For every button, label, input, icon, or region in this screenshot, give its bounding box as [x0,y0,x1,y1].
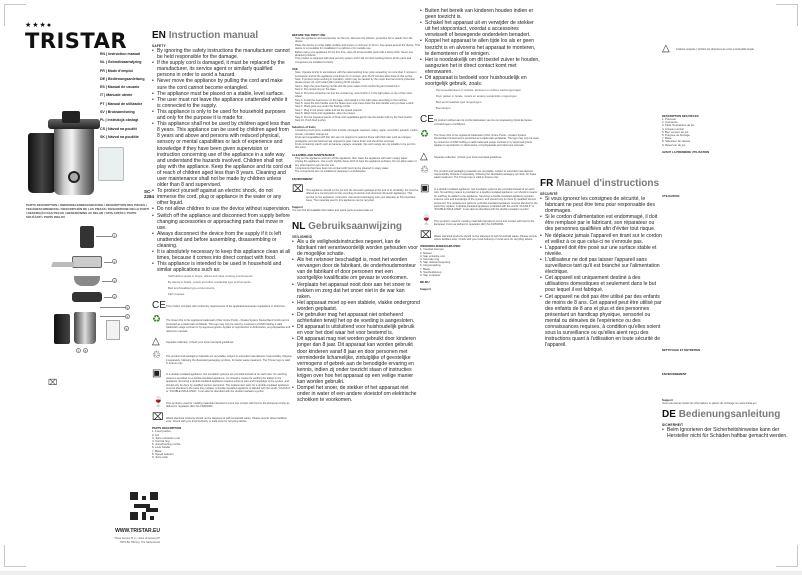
double-insulation-icon: ▣ [420,182,430,194]
ce-mark-icon: CE [152,300,166,312]
lid-part [72,256,102,268]
use-step: Step 6. Place juice cup under the flowing nozzle. [295,105,351,109]
part-item: 1. Poussoir [662,117,676,121]
section-title-text: Instruction manual [168,30,259,41]
safety-list [292,239,420,404]
weee-bin-icon: ⌧ [292,183,304,195]
food-contact-icon: 🍷 [420,214,433,226]
safety-item: • Dit apparaat is uitsluitend voor huishoudelijk gebruik en voor het doel waar het voor bestemd is. [292,324,420,336]
safety-heading: SÉCURITÉ [540,192,558,196]
safety-heading: SICHERHEIT [662,423,684,428]
language-item: ES | Manual de usuario [100,85,140,90]
ring-part [72,292,102,302]
language-item: PL | Instrukcja obsługi [100,118,139,123]
speed-knob-shape [68,171,80,183]
cleaning-heading: NETTOYAGE ET ENTRETIEN [662,347,701,352]
crop-mark [776,4,798,26]
fruit-item: Containing much juice, suitable fruits include: pineapple, beetroot, celery, apple, cucumber, spinach, melon, tomato, mandarin orange etc. [295,129,419,136]
language-item: CS | Návod na použití [100,126,137,131]
use-steps-list [292,71,420,122]
part-item: 5. Juice/frosting nozzle [152,442,181,447]
symbol-row [292,185,420,203]
symbol-row [420,216,540,227]
symbol-row [420,231,540,242]
fruits-list [292,129,420,149]
symbol-row [152,337,292,347]
instruction-item: This product is equipped with dual security system and it will not start working before all the parts and component are installed correctly. [295,57,412,64]
use-step: Step 8. Wash fruits and vegetables, slice into pieces. [295,112,356,116]
base-part [74,312,96,344]
part-item: 9. Réservoir de jus [662,142,686,147]
environment-heading: MILIEU [420,280,430,285]
leader-line [96,236,112,237]
juicer-body-shape [54,125,94,195]
instruction-item: Take the appliance and accessories out the box. Remove the stickers, protective foil or plastic from the device. [295,37,413,44]
part-label: 7 [77,349,80,353]
safety-item: • Always disconnect the device from the supply if it is left unattended and before assembling, disassembling or cleaning. [152,231,292,249]
symbol-row [152,369,292,393]
safety-item: • Do not allow children to use the device without supervision. [152,206,292,212]
part-item: 4. Centrale ring [420,256,440,261]
section-title-text: Manuel d'instructions [556,178,660,189]
leader-line [102,281,112,282]
part-label: 6 [126,315,129,319]
support-heading: Support [662,397,673,402]
crop-mark [776,545,798,567]
fr-section-continued [662,40,792,439]
safety-item: • Het is noodzakelijk om dit toestel zuiver te houden, aangezien het in direct contact komt met etenswaren. [420,57,540,75]
language-item: FR | Mode d'emploi [100,68,133,73]
page-bottom-edge [0,571,802,575]
food-pusher-shape [62,111,80,123]
symbol-row [152,301,292,311]
part-item: 2. Deksel [420,250,432,255]
parts-heading: DESCRIPTION DES PIÈCES [662,114,699,118]
part-item: 3. Filtre d'extraction de jus [662,123,695,128]
applications-list [152,273,292,297]
safety-item: • Als u de veiligheidsinstructies negeert, kan de fabrikant niet verantwoordelijk worden gehouden voor de mogelijke schade. [292,239,420,257]
brand-logo [25,22,127,52]
application-item: Boerderijen. [436,106,452,111]
part-label: 9 [125,327,128,331]
part-item: 7. Base [152,448,162,453]
use-step: Step 7. Plug in the power cable and set the speed selector. [295,108,363,112]
safety-item: • Si le cordon d'alimentation est endommagé, il doit être remplacé par le fabricant, son réparateur ou des personnes qualifiées afin d'éviter tout risque. [540,214,662,232]
section-title-text: Gebruiksaanwijzing [308,220,403,232]
weee-bin-icon: ⌧ [152,411,164,423]
en-use-section [292,33,420,403]
model-number: SC-2284 [144,189,155,199]
symbol-text: Waste electrical products should not be disposed of with household waste. Please recycle where facilities exist. Check with your local Authority or local store for recycling advice. [166,416,287,423]
use-step: Step 3. Put juice extraction net into the central ring, and confirm it in the right place on top of the motor wheel. [295,91,413,99]
safety-item: • The user must not leave the appliance unattended while it is connected to the supply. [152,97,292,109]
symbol-row [420,166,540,180]
ce-mark-icon: CE [420,114,434,126]
safety-item: • This appliance shall not be used by children aged less than 8 years. This appliance can be used by children aged from 8 years and above and persons with reduced physical, sensory or mental capabilities or lack of experience and knowledge if they have been given supervision or instruction concerning use of the appliance in a safe way and understand the hazards involved. Children shall not play with the appliance. Keep the appliance and its cord out of reach of children aged less than 8 years. Cleaning and user maintenance shall not be made by children unless older than 8 and supervised. [152,121,292,188]
weee-bin-icon: ⌧ [420,229,432,241]
leader-line [104,262,112,263]
symbol-text: This symbol is used for marking materials intended to come into contact with food in the European Union as defined in regulation (EC) No 1935/2004. [434,219,535,227]
instruction-item: Before using your appliance for the first time, wipe off all removable parts with a damp cloth. Never use abrasive products. [295,50,413,58]
symbol-text: This symbol is used for marking materials intended to come into contact with food in the European Union as defined in regulation (EC) No 1935/2004. [166,401,290,409]
triman-icon: ♲ [420,164,429,176]
parts-list [420,248,540,277]
part-item: 4. Anneau central [662,126,684,131]
part-item: 3. Juice extraction unit [152,435,180,440]
symbol-text: This product complies with conformity requirements of the applicable European regulations or directives. [166,305,286,309]
part-item: 1. Food pusher [152,429,171,434]
symbol-text: Dit product voldoet aan de conformiteitseisen van de van toepassing zijnde Europese verordeningen of richtlijnen. [434,119,532,126]
use-step: Step 1. Align the juice flowing nozzle with the juice outlet of the central ring and install them. [295,84,401,88]
address-line: 5015 BH Tilburg | The Netherlands [120,540,160,544]
fruit-item: Fruits containing starch such as banana, papaya, avocado, figs and mango are not suitable to be put into this juicer. [295,142,416,150]
before-first-use-heading: BEFORE THE FIRST USE [292,33,326,37]
safety-item: • Never move the appliance by pulling the cord and make sure the cord cannot become entangled. [152,78,292,90]
safety-item: • The appliance must be placed on a stable, level surface. [152,91,292,97]
symbol-text: Collecte séparée | Vérifiez les directives de votre municipalité locale. [676,48,755,51]
safety-item: • Cet appareil ne doit pas être utilisé par des enfants de moins de 8 ans. Cet appareil peut être utilisé par des enfants de 8 ans et plus et des personnes présentant un handicap physique, sensoriel ou mental ou dénuées de l'expérience ou des connaissances requises, à condition qu'elles soient sous la surveillance ou qu'elles aient reçu des instructions quant à l'utilisation en toute sécurité de l'appareil. [540,294,662,349]
nl-section-continued [420,8,540,291]
language-item: DE | Bedienungsanleitung [100,76,145,81]
safety-item: • Si vous ignorez les consignes de sécurité, le fabricant ne peut être tenu pour responsable des dommages. [540,196,662,214]
separate-collection-icon: △ [662,43,670,54]
symbol-text: The Green Dot is the registered trademark of Der Grüne Punkt – Duales System Deutschland GmbH and is protected as a trademark worldwide. The logo may only be used by customers of DSD holding a valid trademark usage contract or by approved grants. Applies to reproduction in dictionaries, encyclopaedias and reference manuals. [434,134,539,148]
application-item: Bed and breakfast type environments. [168,286,216,291]
safety-item: • This appliance is only to be used for household purposes and only for the purpose it is made for. [152,109,292,121]
parts-caption: PARTS DESCRIPTION / ONDERDELENBESCHRIJVING / DESCRIPTION DES PIÈCES / TEILEBESCHREIBUNG / DESCRIPCIÓN DE LAS PIEZAS / DESCRIZIONE DELLE PARTI / DESCRIÇÃO DAS PEÇAS / BESKRIVNING AV DELAR / OPIS CZĘŚCI / POPIS SOUČÁSTÍ / POPIS DIELOV [26,203,149,219]
environment-text: This appliance should not be put into the domestic garbage at the end of its durability, but must be offered at a central point for the recycling of electric and electronic domestic appliances. This symbol on the appliance, instruction manual and packaging puts your attention to this important issue. The materials used in this appliance can be recycled. [306,188,419,203]
qr-code [130,492,158,520]
part-item: 1. Voedsel stamper [420,247,444,252]
part-label: 3 [113,279,116,283]
website-url: WWW.TRISTAR.EU [115,528,160,534]
language-item: PT | Manual de utilizador [100,101,143,106]
safety-item: • By ignoring the safety instructions the manufacturer cannot be held responsible for the damage. [152,48,292,60]
use-step: Step 2. Put central ring on the base. [295,88,337,92]
symbol-text: Separate collection | Check your local municipal guidelines. [434,155,503,159]
fr-section [540,178,662,348]
safety-item: • Buiten het bereik van kinderen houden indien er geen toezicht is. [420,8,540,20]
safety-item: • It is absolutely necessary to keep this appliance clean at all times, because it comes into direct contact with food. [152,249,292,261]
lang-code: EN [152,30,166,41]
leader-line [100,307,125,308]
symbol-row [152,315,292,333]
use-heading: USE [292,67,298,72]
safety-item: • To protect yourself against an electric shock, do not immerse the cord, plug or appliance in the water or any other liquid. [152,188,292,206]
part-item: 9. Sap container [420,272,441,277]
safety-list [662,427,792,439]
language-item: SK | Návod na použitie [100,134,139,139]
safety-item: • Dompel het snoer, de stekker of het apparaat niet onder in water of een andere vloeistof om elektrische schokken te voorkomen. [292,385,420,403]
safety-item: • Als het netsnoer beschadigd is, moet het worden vervangen door de fabrikant, de onderhoudsmonteur van de fabrikant of door personen met een soortgelijke kwalificatie om gevaar te voorkomen. [292,257,420,281]
safety-item: • Koppel het apparaat te allen tijde los als er geen toezicht is en alvorens het apparaat te monteren, te demonteren of te reinigen. [420,38,540,56]
symbol-text: In a double insulated appliance, two insulation systems are provided instead of an earth wire. No earthing means is provided on a double-insulated appliance, nor should a means for earthing be added to the appliance. Servicing a double-insulated appliance requires extreme care and knowledge of the system, and should only be done by qualified service personnel. The replacement parts for a double-insulated appliance must be identical to the parts they replace. A double-insulated appliance is labeled with the words "CLASS II" or "DOUBLE INSULATED". It can also be identified with the double insulation symbol. [434,187,538,212]
cleaning-item: Unplug the appliance. Use a soft, slightly damp cloth to wipe the appliance surfaces. Do not allow water or any other liquid to get into the unit. [295,160,417,167]
section-title-text: Bedienungsanleitung [678,409,781,421]
part-item: 4. Central ring [152,438,170,443]
symbol-row [420,130,540,148]
lang-code: DE [662,409,676,421]
section-title-nl [292,221,420,233]
part-label: 8 [84,349,87,353]
green-dot-icon: ♻ [420,129,429,141]
before-first-use-heading: AVANT LA PREMIÈRE UTILISATION [662,149,710,154]
safety-list [152,48,292,273]
support-text: Vous retrouverez toutes les informations et pièces de rechange sur www.tristar.eu ! [662,401,758,405]
part-item: 2. Lid [152,432,159,437]
part-item: 6. Lock handle [152,445,171,450]
part-item: 8. Sélecteur de vitesse [662,139,691,144]
application-item: Bed-and-breakfast-type omgevingen. [436,100,483,105]
part-label: 2 [113,260,116,264]
pulp-container-shape [28,133,56,193]
logo-stars-icon: ★★★● [25,22,53,29]
use-step: Note: Operate strictly in accordance with the rated working time: juice squeezing no more than 1 minute in succession and let the appliance cool down for 2 minutes, plus 15-20 minutes after three of this cycles. [295,71,417,78]
filter-part [74,276,100,286]
safety-item: • De gebruiker mag het apparaat niet onbeheerd achterlaten terwijl het op de voeding is aangesloten. [292,312,420,324]
section-title-de [662,409,792,421]
safety-item: • Dit apparaat is bedoeld voor huishoudelijk en soortgelijk gebruik, zoals: [420,75,540,87]
safety-item: • Schakel het apparaat uit en verwijder de stekker uit het stopcontact, voordat u accessoires verwisselt of bewegende onderdelen benadert. [420,20,540,38]
application-item: Personeelskeukens in winkels, kantoren en andere werkomgevingen. [436,88,522,93]
juice-jug-shape [98,147,124,181]
before-first-use-list [292,37,420,64]
support-text: You can find all available information and spare parts at www.tristar.eu! [292,209,374,213]
safety-list [420,8,540,87]
fruit-item: Fruits and vegetables with thin skin are not required to peel but those with thick skin such as oranges, pineapples and raw beetroot are required to peel. Citrus fruits' rind should be removed. [295,136,412,143]
part-item: 7. Basis [420,266,430,271]
part-item: 6. Poignée de blocage [662,133,690,138]
safety-item: • Cet appareil est uniquement destiné à des utilisations domestiques et seulement dans le but pour lequel il est fabriqué. [540,275,662,293]
food-contact-icon: 🍷 [152,396,165,408]
address-line: Tristar Europe B.V. | Jules Verneweg 87 [114,537,160,540]
lang-code: FR [540,178,554,189]
support-heading: Support [420,287,431,292]
language-item: EN | Instruction manual [100,52,141,56]
weee-bin-icon: ⌧ [48,378,58,387]
symbol-row [662,44,792,54]
part-item: 8. Snelheidsknop [420,269,442,274]
safety-item: • Verplaats het apparaat nooit door aan het snoer te trekken en zorg dat het snoer niet in de war kan raken. [292,282,420,300]
fruits-heading: Selection of fruits [292,125,316,130]
safety-item: • L'appareil doit être posé sur une surface stable et nivelée. [540,245,662,257]
green-dot-icon: ♻ [152,314,161,326]
part-item: 6. Vergrendeling [420,263,441,268]
company-address [80,537,160,544]
cleaning-item: Plug out the appliance and turn off the appliance, then clean the appliance with warm soapy water. [295,156,408,160]
use-step: Step 9. Put the prepared pieces of fruits and vegetables gently into the feeder tube by the food pusher. [295,115,413,119]
part-item: 7. Base [662,136,672,141]
symbol-text: In a double insulated appliance, two insulation systems are provided instead of an earth wire. No earthing means is provided on a double-insulated appliance, nor should a means for earthing be added to the appliance. Servicing a double-insulated appliance requires extreme care and knowledge of the system, and should only be done by qualified service personnel. The replacement parts for a double-insulated appliance must be identical to the parts they replace. A double-insulated appliance is labeled with the words "CLASS II" or "DOUBLE INSULATED". It can also be identified with the double insulation symbol. [166,373,291,394]
parts-heading: PARTS DESCRIPTION [152,426,182,431]
brand-name: TRISTAR [25,29,128,53]
separate-collection-icon: △ [420,150,428,162]
leader-line [104,297,112,298]
safety-item: • Beim Ignorieren der Sicherheitshinweise kann der Hersteller nicht für Schäden haftbar gemacht werden. [662,427,792,439]
part-item: 8. Speed selector [152,451,174,456]
part-item: 5. Sap uitstroomopening [420,260,451,265]
safety-heading: VEILIGHEID [292,234,313,239]
applications-list [420,87,540,111]
separate-collection-icon: △ [152,336,160,348]
environment-heading: ENVIRONNEMENT [662,371,687,376]
use-heading: UTILISATION [662,193,680,198]
jug-part [106,320,120,340]
triman-icon: ♲ [152,350,161,362]
safety-item: • Het apparaat moet op een stabiele, vlakke ondergrond worden geplaatst. [292,300,420,312]
part-item: 2. Couvercle [662,120,678,125]
application-item: Farm houses. [168,292,186,297]
cleaning-item: The components are not suitable for cleaning in a dishwasher. [295,170,367,174]
application-item: Staff kitchen areas in shops, offices and other working environments. [168,274,254,279]
instruction-item: Place the device on a flat stable surface and ensure a minimum of 10 cm. free space around the device. This device is not suitable for installation in a cabinet or for outside use. [295,43,420,51]
lang-code: NL [292,220,306,232]
part-item: 5. Bec verseur de jus [662,129,689,134]
exploded-diagram [50,222,150,372]
application-item: By clients in hotels, motels and other residential type environments. [168,280,252,285]
symbol-text: Separate collection | Check your local municipal guidelines. [166,341,235,345]
parts-heading: ONDERDELENBESCHRIJVING [420,244,461,249]
language-item: SV | Bruksanvisning [100,110,135,115]
parts-list [662,118,792,147]
support-heading: Support [292,205,303,210]
pulp-box-part [54,314,70,344]
language-item: NL | Gebruiksaanwijzing [100,60,142,65]
safety-item: • Switch off the appliance and disconnect from supply before changing accessories or approaching parts that move in use. [152,213,292,231]
use-step: Step 5. Hook the lock handle onto the head cover and press down the lock handle until you hear a click. [295,101,414,105]
safety-item: • Dit apparaat mag niet worden gebruikt door kinderen jonger dan 8 jaar. Dit apparaat kan worden gebruikt door kinderen vanaf 8 jaar en door personen met verminderde lichamelijke, zintuiglijke of geestelijke vermogens of gebrek aan de benodigde ervaring en kennis, indien zij onder toezicht staan of instructies krijgen over hoe het apparaat op een veilige manier kan worden gebruikt. [292,336,420,385]
safety-item: • Ne déplacez jamais l'appareil en tirant sur le cordon et veillez à ce que celui-ci ne s'enroule pas. [540,233,662,245]
part-label: 5 [126,306,129,310]
part-item: 9. Juice tank [152,455,168,459]
lid-spout-part [51,262,75,267]
symbol-text: The product and packaging materials are recyclable, subject to extended manufacturer responsibility. Dispose it separately, following the illustrated packaging symbols, for better waste treatment. The Triman logo is valid in France only. [166,355,292,365]
section-title-en [152,30,292,42]
use-step: Step 4. Install the head cover on the base, and install it in the right place according to the notches. [295,98,408,102]
section-title-fr [540,178,662,190]
safety-item: • This appliance is intended to be used in household and similar applications such as: [152,261,292,273]
safety-item: • L'utilisateur ne doit pas laisser l'appareil sans surveillance tant qu'il est branché sur l'alimentation électrique. [540,257,662,275]
language-item: IT | Manuale utente [100,93,133,98]
symbol-text: Waste electrical products should not be disposed of with household waste. Please recycle where facilities exist. Check with your local Authority or local store for recycling advice. [434,234,537,241]
parts-list [152,430,292,459]
cleaning-list [292,157,420,174]
safety-heading: SAFETY [152,44,166,48]
environment-heading: ENVIRONMENT [292,176,313,181]
symbol-row [420,115,540,126]
cleaning-item: Components that have been into contact with food can be cleaned in soapy water. [295,167,390,170]
symbol-row [420,184,540,212]
use-step: Note: If product stops working in operation, which may be caused by the motor thermal control protection, please power off, and restart after cooling 20-30 minutes. [295,78,416,85]
symbol-row [420,152,540,162]
symbol-row [152,413,292,424]
symbol-text: The product and packaging materials are recyclable, subject to extended manufacturer responsibility. Dispose it separately, following the illustrated packaging symbols, for better waste treatment. The Triman logo is valid in France only. [434,169,537,180]
symbol-text: The Green Dot is the registered trademark of Der Grüne Punkt – Duales System Deutschland GmbH and is protected as a trademark worldwide. The logo may only be used by customers of DSD holding a valid trademark usage contract or by approved grants. Applies to reproduction in dictionaries, encyclopaedias and reference manuals. [166,319,291,333]
safety-list [540,196,662,348]
en-section [152,30,292,459]
double-insulation-icon: ▣ [152,368,162,380]
cleaning-heading: CLEANING AND MAINTENANCE [292,152,335,157]
leader-line [100,316,125,317]
part-label: 4 [113,295,116,299]
use-step: Step 10. Push food pusher. [295,118,327,122]
symbol-row [152,398,292,409]
part-label: 1 [113,234,116,238]
symbol-row [152,351,292,365]
part-item: 3. Sap extractie unit [420,253,445,258]
pusher-part [80,226,94,248]
safety-item: • If the supply cord is damaged, it must be replaced by the manufacturer, its service agent or similarly qualified persons in order to avoid a hazard. [152,60,292,78]
application-item: Door gasten in hotels, motels en andere residentiële omgevingen. [436,94,518,99]
